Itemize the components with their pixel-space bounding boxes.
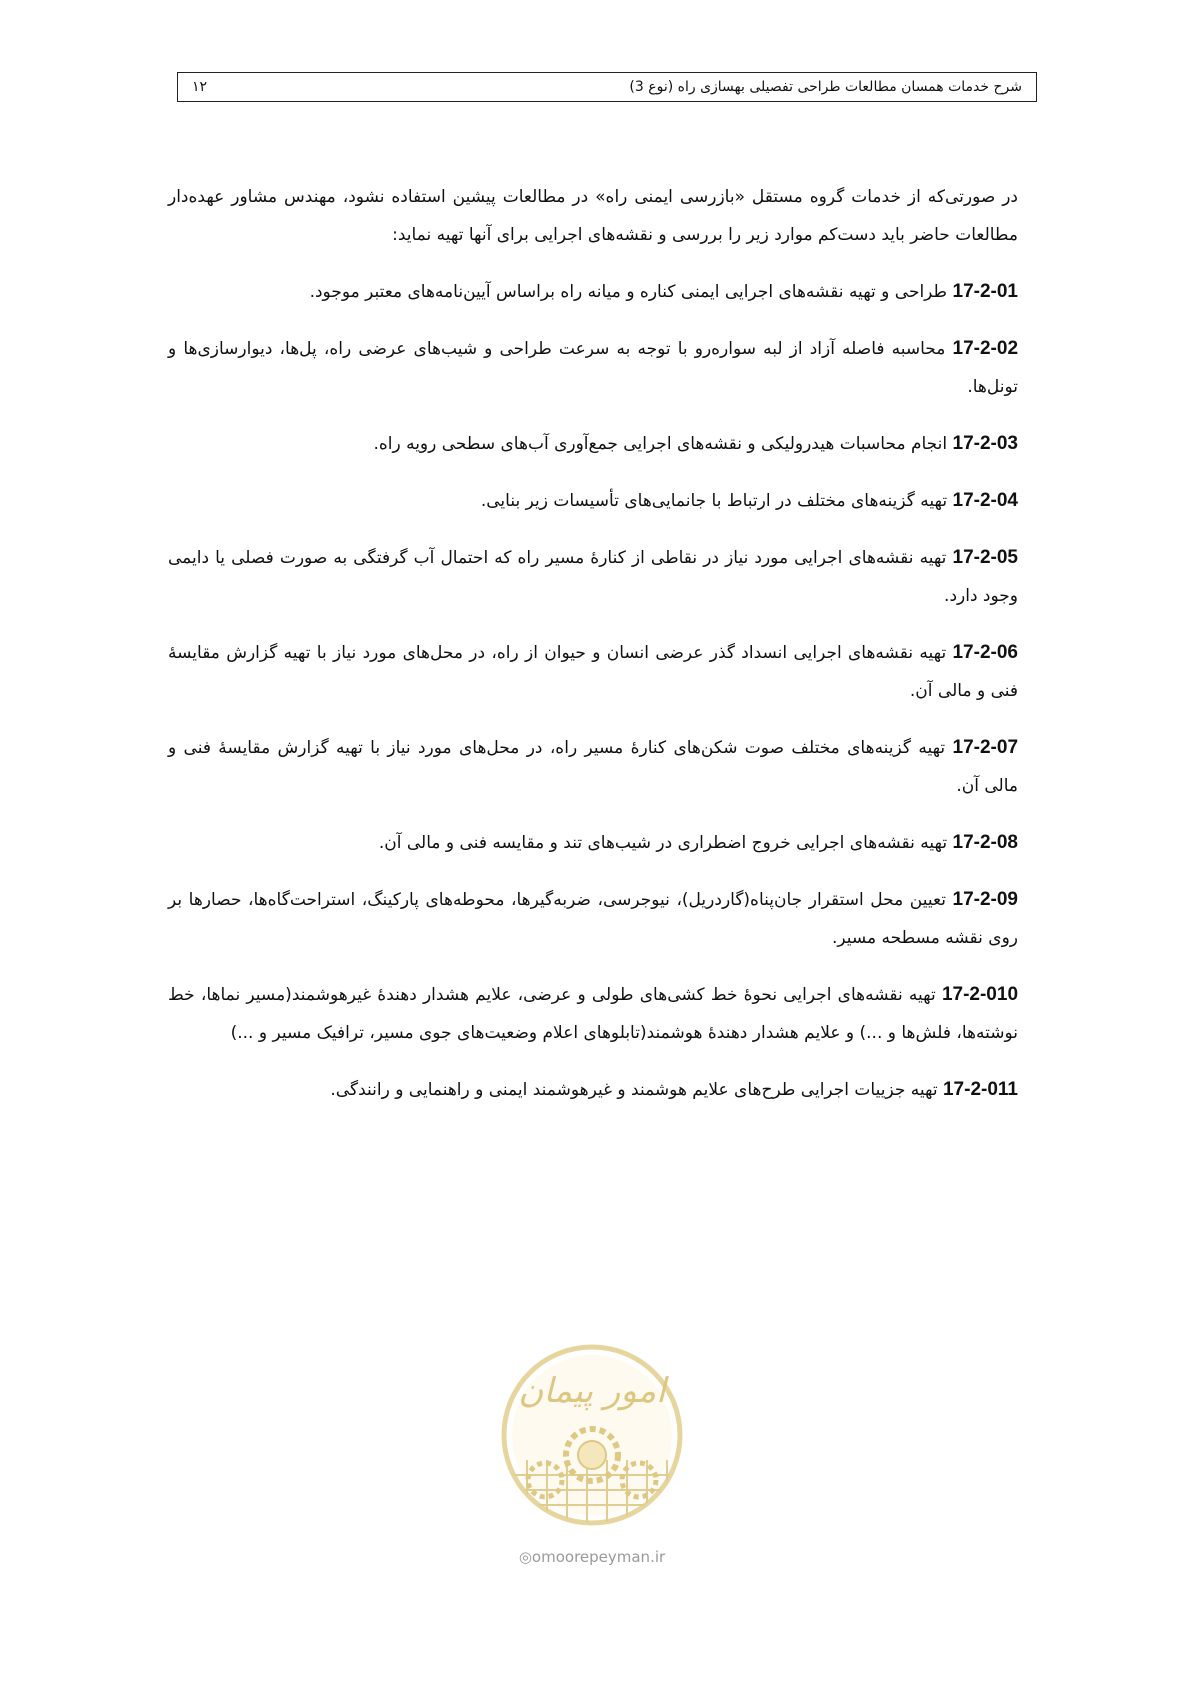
item-code: 17-2-09	[952, 889, 1018, 910]
item-text: محاسبه فاصله آزاد از لبه سواره‌رو با توجه به سرعت طراحی و شیب‌های عرضی راه، پل‌ها، دیوارسازی‌ها و تونل‌ها.	[168, 339, 1018, 397]
list-item	[168, 729, 1018, 805]
header-title: شرح خدمات همسان مطالعات طراحی تفصیلی بهسازی راه (نوع 3)	[629, 79, 1022, 95]
page-number: ۱۲	[192, 79, 208, 95]
globe-icon: ◎	[518, 1548, 532, 1566]
list-item	[168, 425, 1018, 463]
item-text: تهیه نقشه‌های اجرایی نحوهٔ خط کشی‌های طولی و عرضی، علایم هشدار دهندهٔ غیرهوشمند(مسیر نماها، خط نوشته‌ها، فلش‌ها و ...) و علایم هشدار دهندهٔ هوشمند(تابلوهای اعلام وضعیت‌های جوی مسیر، ترافیک مسیر و ...)	[168, 985, 1018, 1043]
watermark-logo	[497, 1340, 687, 1565]
watermark-url	[497, 1548, 687, 1566]
item-text: تهیه گزینه‌های مختلف صوت شکن‌های کنارهٔ مسیر راه، در محل‌های مورد نیاز با تهیه گزارش مقایسهٔ فنی و مالی آن.	[168, 738, 1018, 796]
item-text: تهیه نقشه‌های اجرایی انسداد گذر عرضی انسان و حیوان از راه، در محل‌های مورد نیاز با تهیه گزارش مقایسهٔ فنی و مالی آن.	[168, 643, 1018, 701]
item-code: 17-2-06	[952, 642, 1018, 663]
list-item	[168, 539, 1018, 615]
item-code: 17-2-011	[942, 1079, 1018, 1100]
item-code: 17-2-07	[952, 737, 1019, 758]
list-item	[168, 824, 1018, 862]
list-item	[168, 881, 1018, 957]
item-text: تهیه گزینه‌های مختلف در ارتباط با جانمایی‌های تأسیسات زیر بنایی.	[480, 491, 948, 511]
item-code: 17-2-010	[941, 984, 1019, 1005]
list-item	[168, 273, 1018, 311]
item-code: 17-2-01	[952, 281, 1018, 302]
item-text: تهیه نقشه‌های اجرایی خروج اضطراری در شیب‌های تند و مقایسه فنی و مالی آن.	[378, 833, 948, 853]
item-code: 17-2-04	[952, 490, 1018, 511]
watermark-logo-text: امور پیمان	[518, 1371, 666, 1411]
item-text: تعیین محل استقرار جان‌پناه(گاردریل)، نیوجرسی، ضربه‌گیرها، محوطه‌های پارکینگ، استراحت‌گاه‌ها، حصارها بر روی نقشه مسطحه مسیر.	[168, 890, 1018, 948]
item-code: 17-2-08	[952, 832, 1018, 853]
item-text: تهیه نقشه‌های اجرایی مورد نیاز در نقاطی از کنارهٔ مسیر راه که احتمال آب گرفتگی به صورت فصلی یا دایمی وجود دارد.	[168, 548, 1018, 606]
item-text: طراحی و تهیه نقشه‌های اجرایی ایمنی کناره و میانه راه براساس آیین‌نامه‌های معتبر موجود.	[309, 282, 948, 302]
item-text: تهیه جزییات اجرایی طرح‌های علایم هوشمند و غیرهوشمند ایمنی و راهنمایی و رانندگی.	[330, 1080, 938, 1100]
watermark-url-text: omoorepeyman.ir	[531, 1548, 666, 1566]
page-header	[177, 72, 1037, 102]
item-code: 17-2-02	[952, 338, 1019, 359]
list-item	[168, 1071, 1018, 1109]
intro-paragraph: در صورتی‌که از خدمات گروه مستقل «بازرسی ایمنی راه» در مطالعات پیشین استفاده نشود، مهندس مشاور عهده‌دار مطالعات حاضر باید دست‌کم موارد زیر را بررسی و نقشه‌های اجرایی برای آنها تهیه نماید:	[168, 187, 1018, 245]
item-text: انجام محاسبات هیدرولیکی و نقشه‌های اجرایی جمع‌آوری آب‌های سطحی رویه راه.	[373, 434, 948, 454]
list-item	[168, 634, 1018, 710]
list-item	[168, 976, 1018, 1052]
item-code: 17-2-05	[952, 547, 1018, 568]
item-code: 17-2-03	[952, 433, 1018, 454]
list-item	[168, 330, 1018, 406]
list-item	[168, 482, 1018, 520]
body-text	[168, 178, 1018, 1128]
